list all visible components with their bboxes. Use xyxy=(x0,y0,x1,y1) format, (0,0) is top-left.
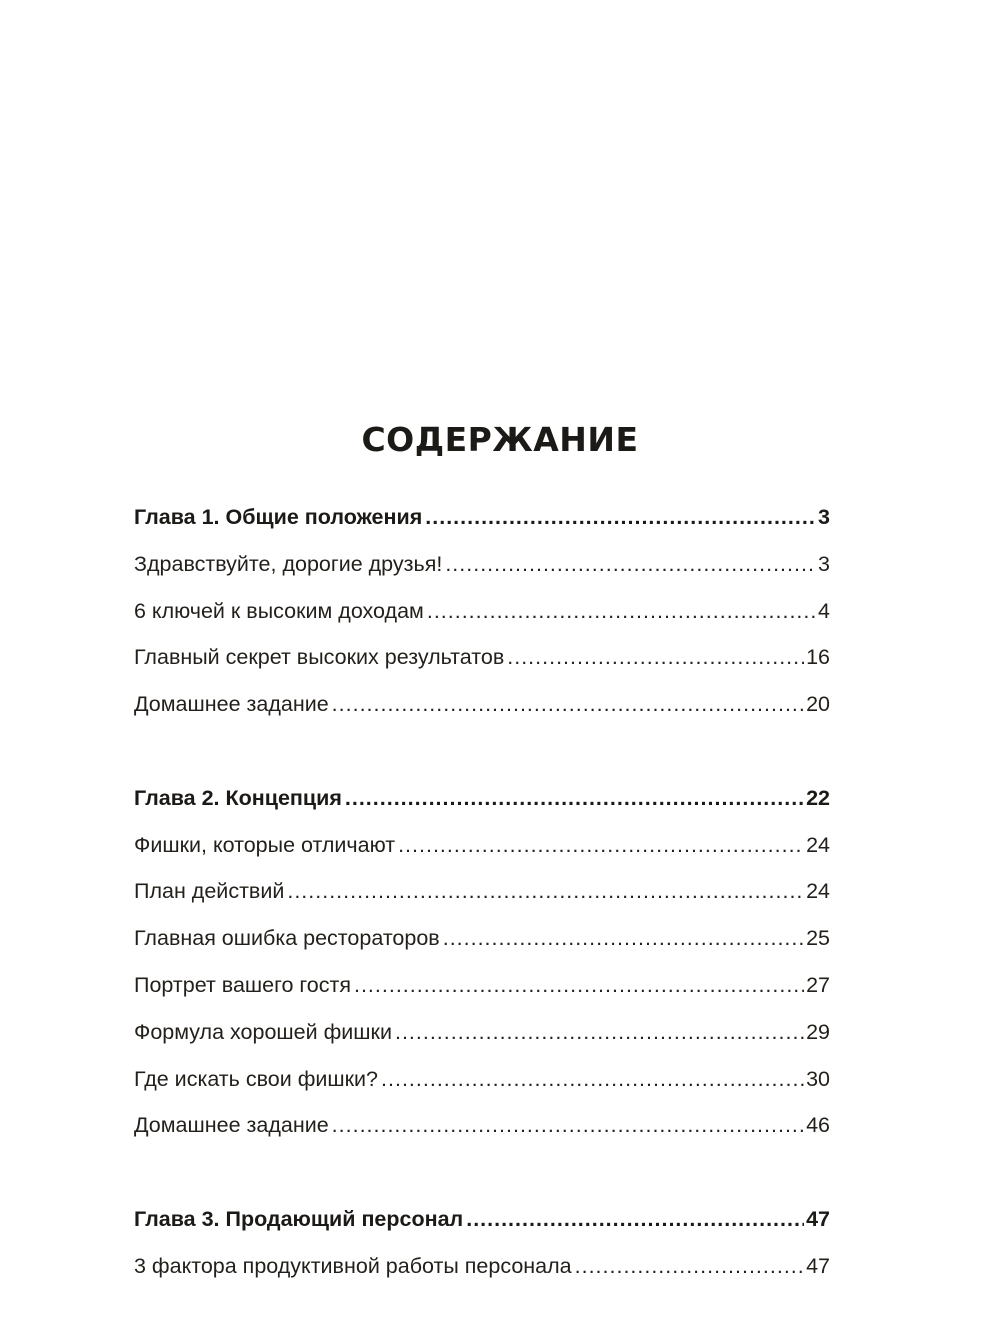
section-spacer xyxy=(134,728,830,775)
toc-entry-label: Формула хорошей фишки xyxy=(134,1019,392,1044)
toc-entry-label: 6 ключей к высоким доходам xyxy=(134,598,424,623)
toc-page-number: 4 xyxy=(818,598,830,623)
toc-entry[interactable] xyxy=(134,588,830,635)
dot-leader xyxy=(398,822,804,869)
toc-chapter-label: Глава 2. Концепция xyxy=(134,785,342,810)
dot-leader xyxy=(507,634,804,681)
toc-entry[interactable] xyxy=(134,822,830,869)
dot-leader xyxy=(445,541,816,588)
dot-leader xyxy=(427,588,816,635)
toc-page-number: 20 xyxy=(806,692,830,717)
toc-entry-label: Здравствуйте, дорогие друзья! xyxy=(134,551,443,576)
toc-entry-label: Портрет вашего гостя xyxy=(134,972,351,997)
dot-leader xyxy=(354,962,804,1009)
toc-page-number: 29 xyxy=(806,1019,830,1044)
toc-entry[interactable] xyxy=(134,1102,830,1149)
toc-page-number: 46 xyxy=(806,1113,830,1138)
toc-entry[interactable] xyxy=(134,634,830,681)
section-spacer xyxy=(134,1149,830,1196)
toc-entry[interactable] xyxy=(134,681,830,728)
toc-chapter-label: Глава 1. Общие положения xyxy=(134,505,423,529)
toc-page-number: 27 xyxy=(806,972,830,997)
dot-leader xyxy=(395,1009,804,1056)
toc-page-number: 47 xyxy=(806,1206,830,1231)
dot-leader xyxy=(425,494,816,541)
toc-entry[interactable] xyxy=(134,1056,830,1103)
toc-entry[interactable] xyxy=(134,1243,830,1290)
toc-entry[interactable] xyxy=(134,541,830,588)
toc-chapter-1[interactable] xyxy=(134,494,830,541)
dot-leader xyxy=(332,681,804,728)
toc-chapter-2[interactable] xyxy=(134,775,830,822)
toc-entry-label: Главная ошибка рестораторов xyxy=(134,926,440,951)
toc-entry-label: Главный секрет высоких результатов xyxy=(134,645,505,670)
toc-entry-label: Домашнее задание xyxy=(134,1113,329,1138)
dot-leader xyxy=(443,915,804,962)
toc-page-number: 24 xyxy=(806,879,830,904)
toc-entry[interactable] xyxy=(134,962,830,1009)
toc-entry[interactable] xyxy=(134,868,830,915)
toc-page-number: 3 xyxy=(818,505,830,529)
dot-leader xyxy=(381,1056,804,1103)
dot-leader xyxy=(332,1102,804,1149)
toc-chapter-3[interactable] xyxy=(134,1196,830,1243)
dot-leader xyxy=(466,1196,804,1243)
toc-page-number: 47 xyxy=(806,1253,830,1278)
toc-entry-label: Где искать свои фишки? xyxy=(134,1066,379,1091)
table-of-contents xyxy=(134,494,830,1290)
toc-page-number: 22 xyxy=(806,785,830,810)
dot-leader xyxy=(287,868,804,915)
toc-entry-label: 3 фактора продуктивной работы персонала xyxy=(134,1253,572,1278)
dot-leader xyxy=(575,1243,804,1290)
toc-entry[interactable] xyxy=(134,915,830,962)
toc-entry[interactable] xyxy=(134,1009,830,1056)
toc-page-number: 16 xyxy=(806,645,830,670)
toc-chapter-label: Глава 3. Продающий персонал xyxy=(134,1206,464,1231)
toc-entry-label: План действий xyxy=(134,879,285,904)
toc-entry-label: Домашнее задание xyxy=(134,692,329,717)
toc-page-number: 25 xyxy=(806,926,830,951)
toc-page-number: 30 xyxy=(806,1066,830,1091)
toc-page-number: 24 xyxy=(806,832,830,857)
toc-page-number: 3 xyxy=(818,551,830,576)
toc-entry-label: Фишки, которые отличают xyxy=(134,832,396,857)
toc-title: СОДЕРЖАНИЕ xyxy=(361,420,639,459)
dot-leader xyxy=(345,775,804,822)
